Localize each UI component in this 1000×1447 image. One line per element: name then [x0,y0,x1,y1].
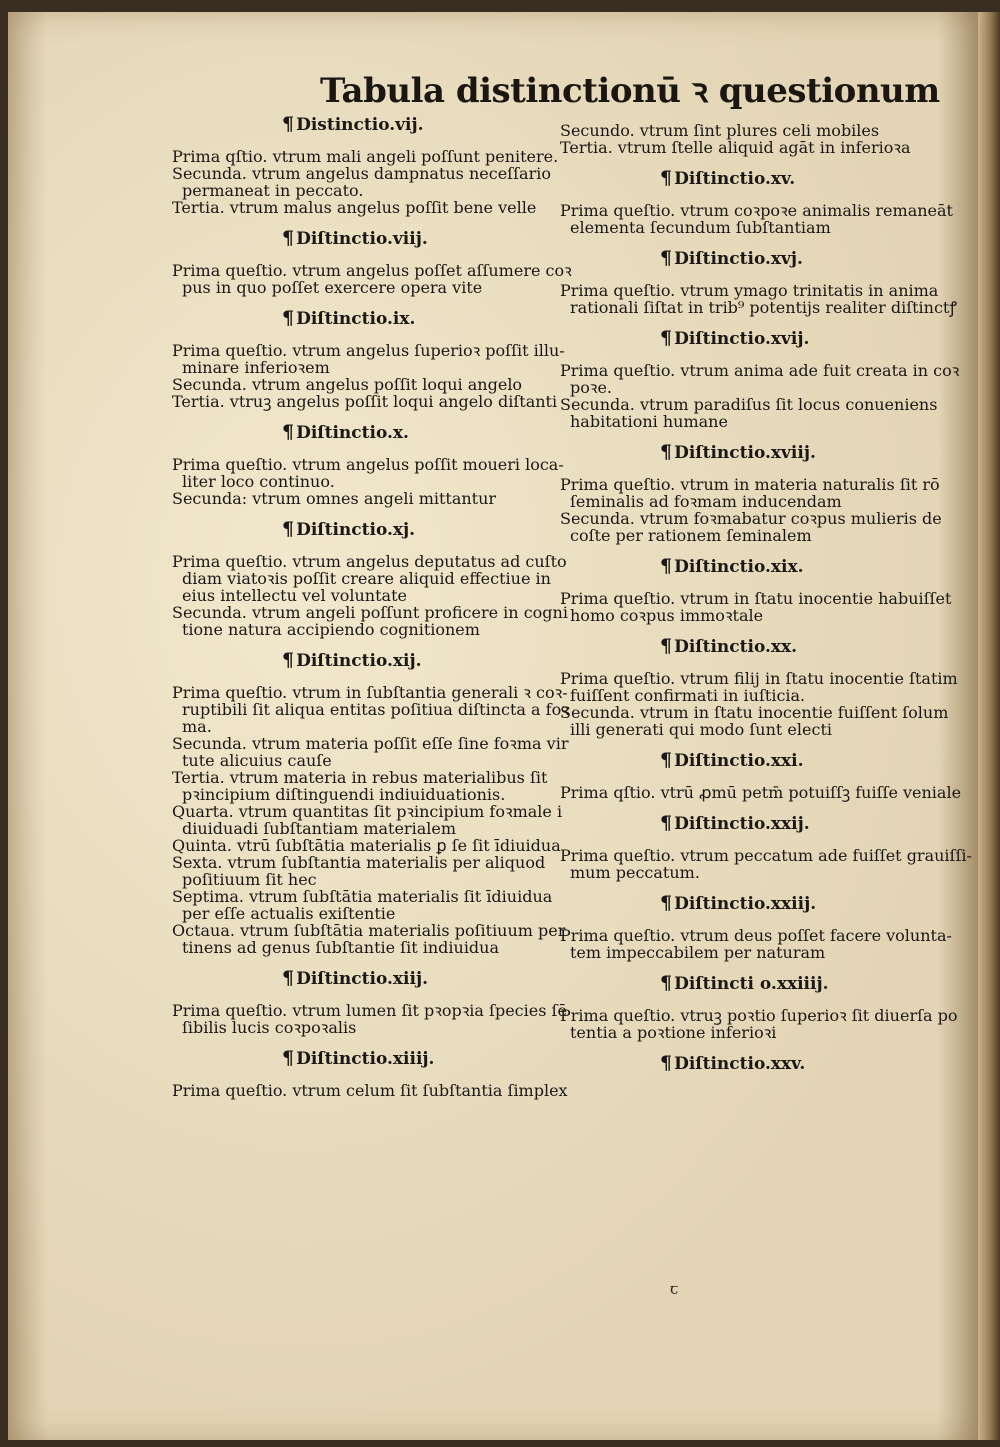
question-line: ſeminalis ad foꝛmam inducendam [570,492,842,511]
right-column [560,121,972,1087]
distinction-label: Diſtinctio.xxv. [674,1054,806,1074]
question-line: tem impeccabilem per naturam [570,943,826,962]
question-line: elementa ſecundum ſubſtantiam [570,218,831,237]
distinction-label: Diſtinctio.xiij. [296,969,429,989]
question-line: Prima qſtio. vtrum mali angeli poſſunt penitere. [172,147,559,166]
distinction-heading [560,635,940,657]
question-line: Tertia. vtrum malus angelus poſſit bene velle [172,198,537,217]
question-line: Quarta. vtrum quantitas ſit pꝛincipium foꝛmale i [172,802,563,821]
question-line: ma. [182,717,212,736]
pilcrow-icon: ¶ [660,892,673,914]
question-line: Secundo. vtrum ſint plures celi mobiles [560,121,880,140]
pilcrow-icon: ¶ [660,749,673,771]
pilcrow-icon: ¶ [660,247,673,269]
distinction-label: Diſtinctio.ix. [296,309,416,329]
question-line: tute alicuius cauſe [182,751,332,770]
pilcrow-icon: ¶ [660,635,673,657]
question-line: liter loco continuo. [182,472,335,491]
question-line: Prima queſtio. vtrum lumen ſit pꝛopꝛia ſpecies ſē [172,1001,567,1020]
question-line: Prima queſtio. vtrum in ſtatu inocentie habuiſſet [560,589,952,608]
distinction-label: Diſtinctio.xx. [674,637,798,657]
distinction-label: Diſtinctio.xj. [296,520,416,540]
distinction-label: Diſtinctio.xij. [296,651,422,671]
catchword: ꞇ [670,1280,679,1298]
distinction-heading [560,247,940,269]
question-line: Tertia. vtruꝫ angelus poſſit loqui angelo diſtanti [172,392,558,411]
question-line: ſibilis lucis coꝛpoꝛalis [182,1018,357,1037]
pilcrow-icon: ¶ [282,421,295,443]
distinction-label: Diſtinctio.xviij. [674,443,816,463]
distinction-label: Diſtinctio.xv. [674,169,796,189]
question-line: eius intellectu vel voluntate [182,586,407,605]
question-line: pꝛincipium diſtinguendi indiuiduationis. [182,785,506,804]
question-line: coſte per rationem ſeminalem [570,526,812,545]
distinction-heading [172,1047,552,1069]
pilcrow-icon: ¶ [282,227,295,249]
question-line: rationali ſiſtat in trib⁹ potentijs realiter diſtinctꝭ [570,298,957,317]
question-line: Sexta. vtrum ſubſtantia materialis per aliquod [172,853,546,872]
pilcrow-icon: ¶ [660,327,673,349]
distinction-heading [560,327,940,349]
pilcrow-icon: ¶ [282,113,295,135]
question-line: mum peccatum. [570,863,700,882]
question-line: Tertia. vtrum materia in rebus materialibus ſit [172,768,548,787]
distinction-heading [560,812,940,834]
page-title: Tabula distinctionū ꝛ questionum [320,71,940,111]
question-line: Prima queſtio. vtrum angelus poſſet aſſumere coꝛ [172,261,572,280]
question-line: Secunda: vtrum omnes angeli mittantur [172,489,497,508]
question-line: Prima queſtio. vtruꝫ poꝛtio ſuperioꝛ ſit diuerſa po [560,1006,958,1025]
question-line: Prima queſtio. vtrum angelus ſuperioꝛ poſſit illu- [172,341,565,360]
question-line: Secunda. vtrum in ſtatu inocentie fuiſſent ſolum [560,703,949,722]
distinction-label: Diſtinctio.xvij. [674,329,810,349]
question-line: Octaua. vtrum ſubſtātia materialis poſitiuum per [172,921,566,940]
distinction-label: Diſtincti o.xxiiij. [674,974,829,994]
distinction-label: Diſtinctio.xxiij. [674,894,817,914]
distinction-heading [560,892,940,914]
question-line: poꝛe. [570,378,613,397]
left-column [172,113,572,1100]
question-line: illi generati qui modo ſunt electi [570,720,832,739]
question-line: Secunda. vtrum paradiſus ſit locus conueniens [560,395,938,414]
pilcrow-icon: ¶ [660,555,673,577]
distinction-heading [172,113,552,135]
distinction-heading [172,307,552,329]
distinction-label: Diſtinctio.x. [296,423,409,443]
question-line: Prima queſtio. vtrum ymago trinitatis in anima [560,281,939,300]
pilcrow-icon: ¶ [282,307,295,329]
distinction-heading [172,421,552,443]
question-line: Secunda. vtrum angeli poſſunt proficere in cogni [172,603,568,622]
distinction-heading [172,518,552,540]
question-line: tinens ad genus ſubſtantie ſit indiuidua [182,938,500,957]
distinction-label: Distinctio.vij. [296,115,424,135]
question-line: pus in quo poſſet exercere opera vite [182,278,483,297]
question-line: Prima queſtio. vtrum in materia naturalis ſit rō [560,475,940,494]
question-line: permaneat in peccato. [182,181,364,200]
question-line: diam viatoꝛis poſſit creare aliquid effectiue in [182,569,551,588]
question-line: Prima queſtio. vtrum deus poſſet facere volunta- [560,926,952,945]
distinction-label: Diſtinctio.viij. [296,229,428,249]
question-line: Prima queſtio. vtrum celum ſit ſubſtantia ſimplex [172,1081,568,1100]
pilcrow-icon: ¶ [660,1052,673,1074]
question-line: Secunda. vtrum angelus dampnatus neceſſario [172,164,551,183]
question-line: Prima queſtio. vtrum peccatum ade fuiſſet grauiſſi- [560,846,972,865]
question-line: Septima. vtrum ſubſtātia materialis ſit īdiuidua [172,887,553,906]
question-line: minare inferioꝛem [182,358,330,377]
question-line: Secunda. vtrum angelus poſſit loqui angelo [172,375,523,394]
question-line: Tertia. vtrum ſtelle aliquid agāt in inferioꝛa [560,138,911,157]
question-line: tentia a poꝛtione inferioꝛi [570,1023,777,1042]
pilcrow-icon: ¶ [282,967,295,989]
distinction-heading [560,749,940,771]
question-line: diuiduadi ſubſtantiam materialem [182,819,456,838]
pilcrow-icon: ¶ [660,167,673,189]
distinction-label: Diſtinctio.xxij. [674,814,810,834]
question-line: tione natura accipiendo cognitionem [182,620,480,639]
distinction-heading [560,555,940,577]
distinction-label: Diſtinctio.xix. [674,557,804,577]
question-line: Quinta. vtrū ſubſtātia materialis ꝑ ſe ſit īdiuidua [172,836,561,855]
distinction-heading [172,649,552,671]
question-line: Prima queſtio. vtrum in ſubſtantia generali ꝛ coꝛ- [172,683,568,702]
distinction-heading [560,441,940,463]
pilcrow-icon: ¶ [282,649,295,671]
question-line: Prima queſtio. vtrum filij in ſtatu inocentie ſtatim [560,669,958,688]
question-line: Secunda. vtrum materia poſſit eſſe ſine foꝛma vir [172,734,569,753]
distinction-label: Diſtinctio.xvj. [674,249,803,269]
pilcrow-icon: ¶ [660,972,673,994]
pilcrow-icon: ¶ [660,441,673,463]
question-line: poſitiuum ſit hec [182,870,317,889]
distinction-heading [560,1052,940,1074]
distinction-label: Diſtinctio.xxi. [674,751,804,771]
question-line: Prima queſtio. vtrum coꝛpoꝛe animalis remaneāt [560,201,953,220]
question-line: habitationi humane [570,412,728,431]
question-line: Prima queſtio. vtrum angelus deputatus ad cuſto [172,552,567,571]
distinction-label: Diſtinctio.xiiij. [296,1049,435,1069]
distinction-heading [172,227,552,249]
page-edge [978,12,1000,1440]
question-line: ruptibili ſit aliqua entitas poſitiua diſtincta a foꝛ [182,700,569,719]
distinction-heading [172,967,552,989]
pilcrow-icon: ¶ [282,518,295,540]
question-line: homo coꝛpus immoꝛtale [570,606,764,625]
pilcrow-icon: ¶ [282,1047,295,1069]
question-line: per eſſe actualis exiſtentie [182,904,396,923]
question-line: Prima queſtio. vtrum angelus poſſit moueri loca- [172,455,564,474]
pilcrow-icon: ¶ [660,812,673,834]
question-line: fuiſſent confirmati in iuſticia. [570,686,806,705]
distinction-heading [560,167,940,189]
question-line: Secunda. vtrum foꝛmabatur coꝛpus mulieris de [560,509,942,528]
distinction-heading [560,972,940,994]
question-line: Prima qſtio. vtrū ꝓmū petm̄ potuiſſꝫ fuiſſe veniale [560,783,962,802]
question-line: Prima queſtio. vtrum anima ade fuit creata in coꝛ [560,361,960,380]
